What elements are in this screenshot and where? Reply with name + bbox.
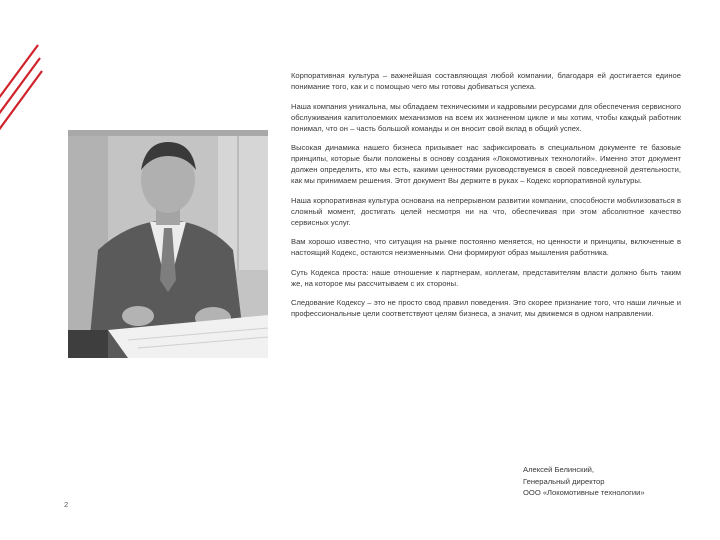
signature-company: ООО «Локомотивные технологии» <box>523 488 645 497</box>
paragraph: Высокая динамика нашего бизнеса призывает нас зафиксировать в специальном документе те базовые принципы, которые были положены в основу создания «Локомотивных технологий». Именно этот документ должен определить, кто мы есть, какими ценностями руководствуемся в своей повседневной деятельности, как мы принимаем решения. Этот документ Вы держите в руках – Кодекс корпоративной культуры. <box>291 143 681 185</box>
signature-block <box>523 464 645 499</box>
page-number: 2 <box>64 500 69 509</box>
director-photo <box>68 130 268 358</box>
signature-position: Генеральный директор <box>523 476 605 486</box>
paragraph: Наша корпоративная культура основана на непрерывном развитии компании, способности мобилизоваться в сложный момент, достигать целей несмотря ни на что, обеспечивая при этом абсолютное качество сервисных услуг. <box>291 195 681 227</box>
paragraph: Следование Кодексу – это не просто свод правил поведения. Это скорее признание того, что наши личные и профессиональные цели соответствуют целям бизнеса, а значит, мы движемся в одном направлении. <box>291 298 681 318</box>
paragraph: Суть Кодекса проста: наше отношение к партнерам, коллегам, представителям власти должно быть таким же, на которое мы рассчитываем с их стороны. <box>291 267 681 288</box>
paragraph: Вам хорошо известно, что ситуация на рынке постоянно меняется, но ценности и принципы, включенные в настоящий Кодекс, остаются неизменными. Они формируют образ мышления работника. <box>291 237 681 257</box>
signature-name: Алексей Белинский, <box>523 465 595 474</box>
paragraph: Наша компания уникальна, мы обладаем техническими и кадровыми ресурсами для обеспечения сервисного обслуживания капитолоемких механизмов на всем их жизненном цикле и мы хотим, чтобы каждый работник понимал, что он – часть большой команды и он вносит свой вклад в общий успех. <box>291 101 681 133</box>
decorative-red-stripes <box>0 40 60 140</box>
paragraph: Корпоративная культура – важнейшая составляющая любой компании, благодаря ей достигается единое понимание того, как и с помощью чего мы готовы добиваться успеха. <box>291 71 681 91</box>
foreword-text <box>291 70 681 328</box>
